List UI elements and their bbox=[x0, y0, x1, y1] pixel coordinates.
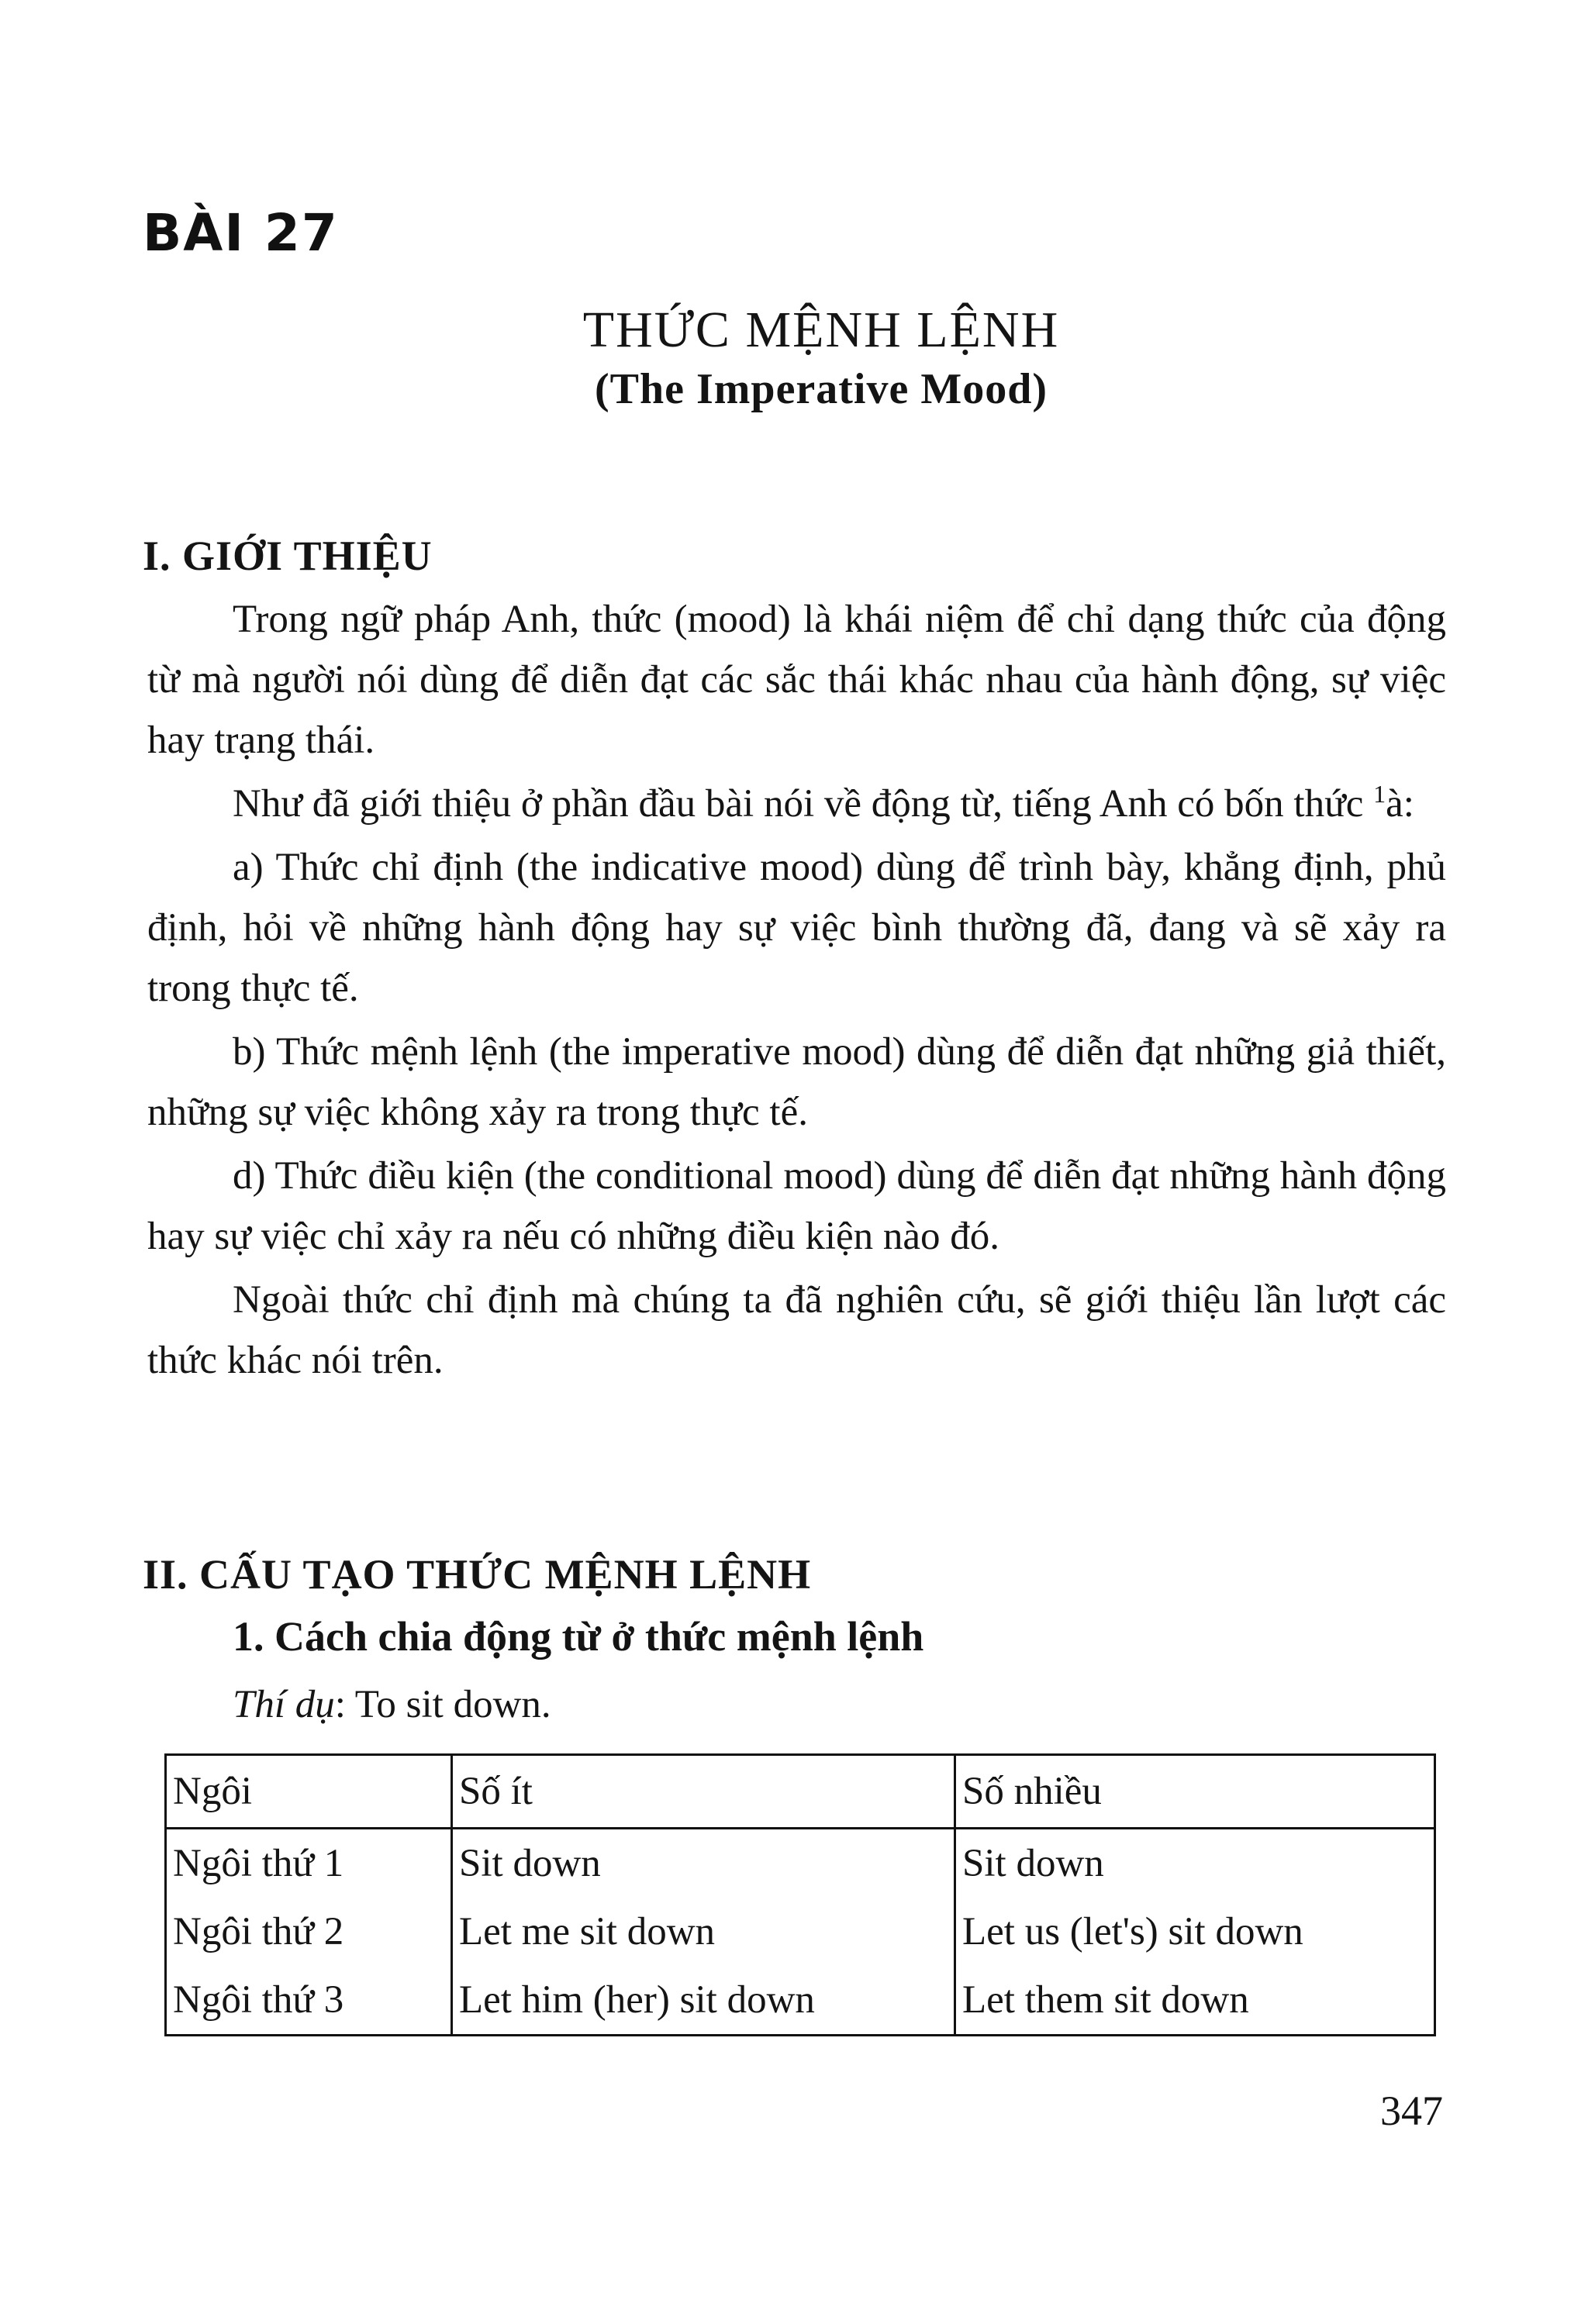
page-number: 347 bbox=[1380, 2088, 1443, 2134]
page-subtitle: (The Imperative Mood) bbox=[594, 365, 1048, 413]
table-header-cell: Ngôi bbox=[166, 1755, 452, 1829]
table-cell: Ngôi thứ 1 bbox=[166, 1829, 452, 1898]
table-row bbox=[166, 1829, 1435, 1898]
conjugation-table bbox=[164, 1753, 1436, 2036]
example-line bbox=[233, 1682, 551, 1727]
table-cell: Ngôi thứ 3 bbox=[166, 1966, 452, 2036]
example-text: : To sit down. bbox=[334, 1683, 551, 1726]
table-row bbox=[166, 1898, 1435, 1966]
page-title: THỨC MỆNH LỆNH bbox=[582, 302, 1060, 358]
table-header-cell: Số nhiều bbox=[955, 1755, 1435, 1829]
footnote-mark: 1 bbox=[1373, 780, 1386, 808]
paragraph: Trong ngữ pháp Anh, thức (mood) là khái niệm để chỉ dạng thức của động từ mà người nói dùng để diễn đạt các sắc thái khác nhau của hành động, sự việc hay trạng thái. bbox=[147, 598, 1446, 762]
intro-text bbox=[147, 589, 1446, 1394]
table-cell: Let us (let's) sit down bbox=[955, 1898, 1435, 1966]
section-heading-intro: I. GIỚI THIỆU bbox=[143, 533, 433, 579]
lesson-label: BÀI 27 bbox=[143, 203, 339, 263]
paragraph: a) Thức chỉ định (the indicative mood) dùng để trình bày, khẳng định, phủ định, hỏi về những hành động hay sự việc bình thường đã, đang và sẽ xảy ra trong thực tế. bbox=[147, 846, 1446, 1010]
table-cell: Sit down bbox=[955, 1829, 1435, 1898]
table-header-row bbox=[166, 1755, 1435, 1829]
paragraph: Ngoài thức chỉ định mà chúng ta đã nghiên cứu, sẽ giới thiệu lần lượt các thức khác nói trên. bbox=[147, 1278, 1446, 1382]
paragraph-text: à: bbox=[1386, 782, 1414, 826]
paragraph: d) Thức điều kiện (the conditional mood) dùng để diễn đạt những hành động hay sự việc chỉ xảy ra nếu có những điều kiện nào đó. bbox=[147, 1154, 1446, 1258]
section-heading-structure: II. CẤU TẠO THỨC MỆNH LỆNH bbox=[143, 1551, 812, 1598]
table-cell: Ngôi thứ 2 bbox=[166, 1898, 452, 1966]
table-header-cell: Số ít bbox=[452, 1755, 955, 1829]
paragraph: b) Thức mệnh lệnh (the imperative mood) dùng để diễn đạt những giả thiết, những sự việc không xảy ra trong thực tế. bbox=[147, 1030, 1446, 1134]
table-cell: Let him (her) sit down bbox=[452, 1966, 955, 2036]
table-cell: Sit down bbox=[452, 1829, 955, 1898]
subsection-heading: 1. Cách chia động từ ở thức mệnh lệnh bbox=[233, 1613, 924, 1660]
paragraph-text: Như đã giới thiệu ở phần đầu bài nói về động từ, tiếng Anh có bốn thức bbox=[233, 782, 1374, 826]
example-label: Thí dụ bbox=[233, 1683, 335, 1726]
table-cell: Let me sit down bbox=[452, 1898, 955, 1966]
paragraph bbox=[147, 774, 1446, 834]
table-row bbox=[166, 1966, 1435, 2036]
table-cell: Let them sit down bbox=[955, 1966, 1435, 2036]
